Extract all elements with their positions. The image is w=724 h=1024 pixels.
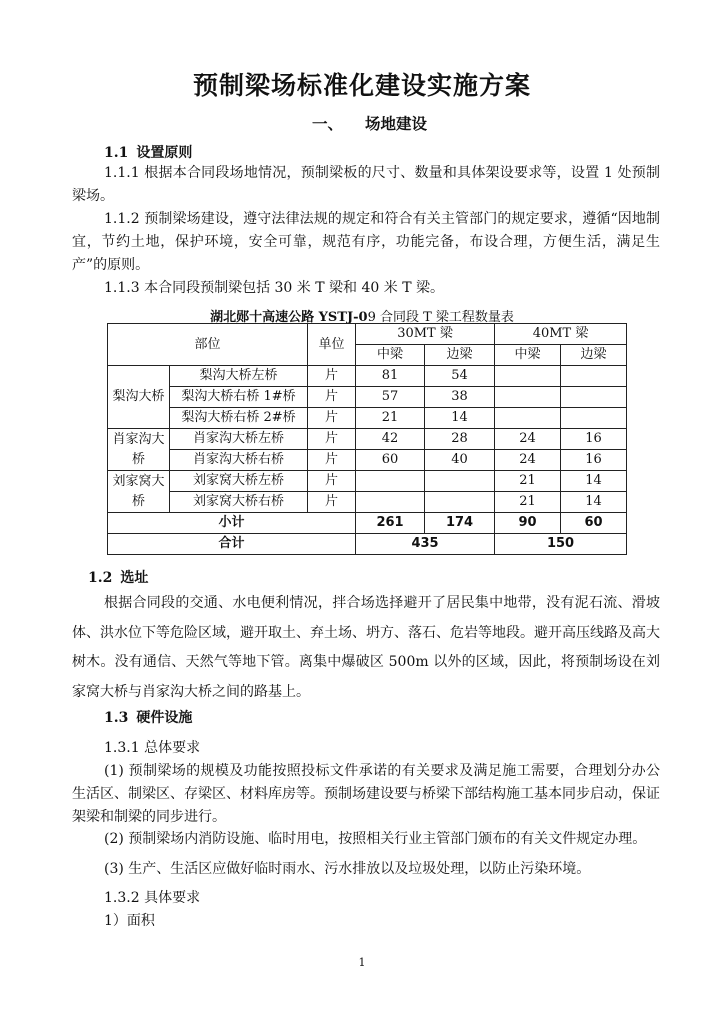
header-mid-30: 中梁 bbox=[356, 345, 425, 366]
item-area: 1）面积 bbox=[104, 913, 155, 929]
total-row bbox=[108, 534, 627, 555]
paragraph-1-1-2: 1.1.2 预制梁场建设，遵守法律法规的规定和符合有关主管部门的规定要求，遵循“因地制宜，节约土地，保护环境，安全可靠，规范有序，功能完备，布设合理，方便生活，满足生产”的原则。 bbox=[72, 211, 660, 273]
group-name: 梨沟大桥 bbox=[108, 366, 170, 429]
bridge-name: 肖家沟大桥右桥 bbox=[170, 450, 308, 471]
table-row: 梨沟大桥右桥 2#桥 片 21 14 bbox=[108, 408, 627, 429]
total-40mt: 150 bbox=[495, 534, 627, 555]
group-name: 肖家沟大桥 bbox=[108, 429, 170, 471]
bridge-name: 肖家沟大桥左桥 bbox=[170, 429, 308, 450]
document-title: 预制梁场标准化建设实施方案 bbox=[192, 71, 531, 100]
table-caption: 湖北郧十高速公路 YSTJ-09 合同段 T 梁工程数量表 bbox=[210, 310, 514, 325]
header-unit: 单位 bbox=[308, 324, 356, 366]
table-row: 梨沟大桥 梨沟大桥左桥 片 81 54 bbox=[108, 366, 627, 387]
table-row: 梨沟大桥右桥 1#桥 片 57 38 bbox=[108, 387, 627, 408]
header-mid-40: 中梁 bbox=[495, 345, 561, 366]
bridge-name: 梨沟大桥右桥 1#桥 bbox=[170, 387, 308, 408]
heading-1-3-2: 1.3.2 具体要求 bbox=[104, 890, 201, 906]
bridge-name: 梨沟大桥左桥 bbox=[170, 366, 308, 387]
table-header-row bbox=[108, 324, 627, 345]
unit: 片 bbox=[308, 408, 356, 429]
subsection-heading-1-1: 1.1 设置原则 bbox=[104, 145, 193, 161]
table-row: 刘家窝大桥 刘家窝大桥左桥 片 21 14 bbox=[108, 471, 627, 492]
unit: 片 bbox=[308, 492, 356, 513]
header-part: 部位 bbox=[108, 324, 308, 366]
paragraph-req-2: (2) 预制梁场内消防设施、临时用电，按照相关行业主管部门颁布的有关文件规定办理。 bbox=[104, 831, 647, 847]
section-title: 场地建设 bbox=[365, 114, 428, 133]
section-number: 一、 bbox=[312, 114, 344, 133]
subtotal-label: 小计 bbox=[108, 513, 356, 534]
paragraph-req-3: (3) 生产、生活区应做好临时雨水、污水排放以及垃圾处理，以防止污染环境。 bbox=[104, 861, 591, 877]
paragraph-req-1: (1) 预制梁场的规模及功能按照投标文件承诺的有关要求及满足施工需要，合理划分办公生活区、制梁区、存梁区、材料库房等。预制场建设要与桥梁下部结构施工基本同步启动，保证架梁和制梁的同步进行。 bbox=[72, 763, 660, 825]
page-number: 1 bbox=[358, 956, 366, 969]
section-heading bbox=[312, 112, 427, 134]
paragraph-1-1-3: 1.1.3 本合同段预制梁包括 30 米 T 梁和 40 米 T 梁。 bbox=[104, 280, 444, 296]
paragraph-1-1-1: 1.1.1 根据本合同段场地情况，预制梁板的尺寸、数量和具体架设要求等，设置 1 处预制梁场。 bbox=[72, 165, 660, 204]
total-label: 合计 bbox=[108, 534, 356, 555]
subtotal-row: 小计 261 174 90 60 bbox=[108, 513, 627, 534]
bridge-name: 刘家窝大桥右桥 bbox=[170, 492, 308, 513]
unit: 片 bbox=[308, 366, 356, 387]
bridge-name: 刘家窝大桥左桥 bbox=[170, 471, 308, 492]
table-row: 刘家窝大桥右桥 片 21 14 bbox=[108, 492, 627, 513]
header-edge-40: 边梁 bbox=[561, 345, 627, 366]
table-row: 肖家沟大桥 肖家沟大桥左桥 片 42 28 24 16 bbox=[108, 429, 627, 450]
unit: 片 bbox=[308, 387, 356, 408]
header-40mt: 40MT 梁 bbox=[495, 324, 627, 345]
unit: 片 bbox=[308, 471, 356, 492]
heading-1-3-1: 1.3.1 总体要求 bbox=[104, 740, 201, 756]
subsection-heading-1-3: 1.3 硬件设施 bbox=[104, 710, 193, 726]
bridge-name: 梨沟大桥右桥 2#桥 bbox=[170, 408, 308, 429]
subsection-heading-1-2: 1.2 选址 bbox=[88, 570, 149, 586]
header-edge-30: 边梁 bbox=[425, 345, 495, 366]
paragraph-1-2: 根据合同段的交通、水电便利情况，拌合场选择避开了居民集中地带，没有泥石流、滑坡体、洪水位下等危险区域，避开取土、弃土场、坍方、落石、危岩等地段。避开高压线路及高大树木。没有通信、天然气等地下管。离集中爆破区 500m 以外的区域，因此，将预制场设在刘家窝大桥与肖家沟大桥之间的路基上。 bbox=[72, 595, 660, 700]
unit: 片 bbox=[308, 450, 356, 471]
unit: 片 bbox=[308, 429, 356, 450]
table-row: 肖家沟大桥右桥 片 60 40 24 16 bbox=[108, 450, 627, 471]
total-30mt: 435 bbox=[356, 534, 495, 555]
header-30mt: 30MT 梁 bbox=[356, 324, 495, 345]
group-name: 刘家窝大桥 bbox=[108, 471, 170, 513]
t-beam-quantity-table bbox=[107, 323, 627, 555]
